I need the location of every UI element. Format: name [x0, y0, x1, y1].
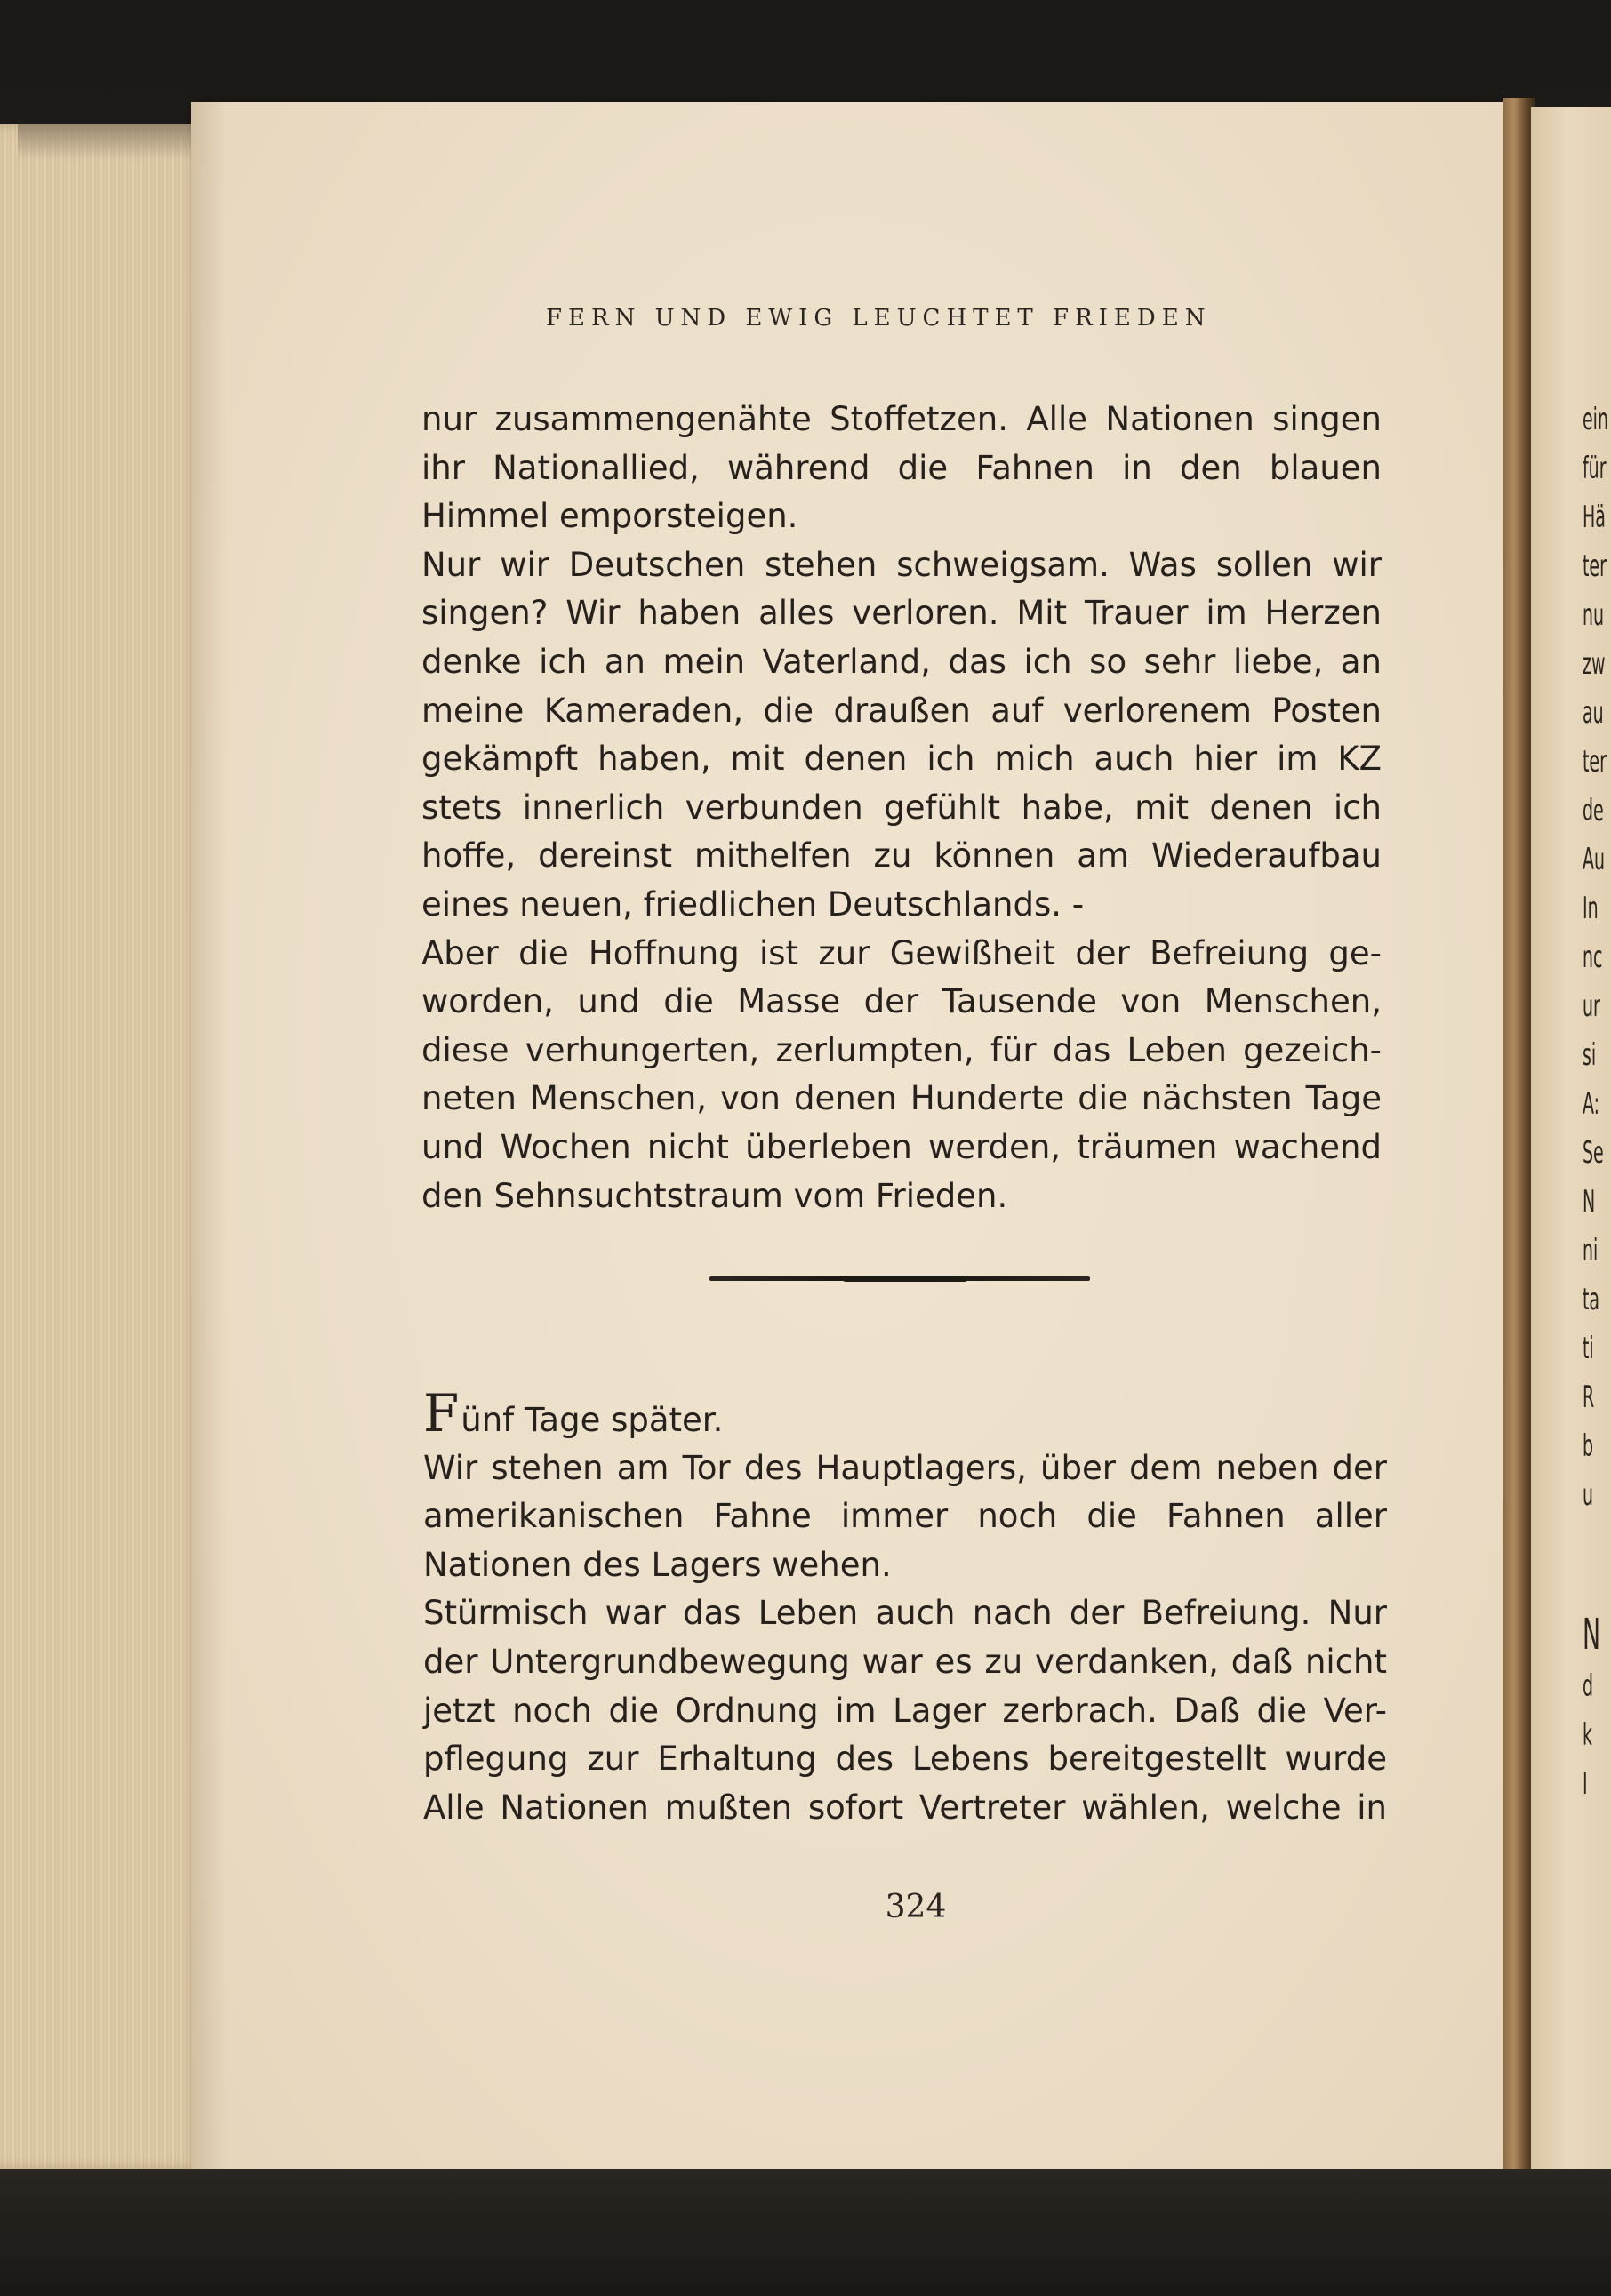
text-line: jetzt noch die Ordnung im Lager zerbrach. Daß die Ver-: [423, 1691, 1387, 1730]
facing-page-fragment: Hä: [1583, 500, 1606, 535]
text-line: diese verhungerten, zerlumpten, für das Leben gezeich-: [421, 1030, 1382, 1069]
text-line: stets innerlich verbunden gefühlt habe, mit denen ich: [421, 788, 1382, 827]
facing-page-fragment: Se: [1583, 1135, 1604, 1171]
page-edges: [0, 124, 204, 2169]
text-line: meine Kameraden, die draußen auf verlorenem Posten: [421, 691, 1382, 730]
facing-page-fragment: si: [1583, 1037, 1597, 1073]
facing-page-fragment: ter: [1583, 744, 1607, 780]
text-line: amerikanischen Fahne immer noch die Fahnen aller: [423, 1497, 1387, 1536]
facing-page-fragment: u: [1583, 1477, 1594, 1513]
running-head: FERN UND EWIG LEUCHTET FRIEDEN: [546, 305, 1212, 332]
text-line: hoffe, dereinst mithelfen zu können am Wiederaufbau: [421, 836, 1382, 876]
text-line: Wir stehen am Tor des Hauptlagers, über dem neben der: [423, 1448, 1387, 1487]
facing-page-fragment: N: [1583, 1610, 1601, 1660]
section-divider-rule: [709, 1276, 1090, 1281]
text-line: Nationen des Lagers wehen.: [423, 1545, 892, 1584]
section-opening-line: [423, 1383, 1387, 1444]
facing-page-fragment: au: [1583, 695, 1604, 731]
facing-page-fragment: d: [1583, 1668, 1594, 1704]
facing-page-fragment: de: [1583, 793, 1604, 828]
facing-page-fragment: I: [1583, 1766, 1588, 1802]
second-section-text: [423, 1383, 1387, 1832]
facing-page-fragment: ein: [1583, 402, 1608, 437]
text-line: eines neuen, friedlichen Deutschlands. -: [421, 884, 1085, 924]
facing-page-fragment: ta: [1583, 1282, 1600, 1317]
page-edges-shadow: [18, 124, 204, 160]
facing-page-fragment: ur: [1583, 988, 1600, 1024]
facing-page-fragment: ni: [1583, 1233, 1599, 1268]
text-line: der Untergrundbewegung war es zu verdanken, daß nicht: [423, 1642, 1387, 1681]
background-bottom: [0, 2169, 1611, 2296]
facing-page-fragment: ti: [1583, 1331, 1594, 1366]
facing-page-fragment: ter: [1583, 548, 1607, 584]
page-number: 324: [885, 1889, 947, 1925]
facing-page-fragment: In: [1583, 891, 1599, 926]
text-line: denke ich an mein Vaterland, das ich so sehr liebe, an: [421, 642, 1382, 681]
text-line: pflegung zur Erhaltung des Lebens bereitgestellt wurde: [423, 1740, 1387, 1779]
text-line: Stürmisch war das Leben auch nach der Befreiung. Nur: [423, 1594, 1387, 1633]
text-line: nur zusammengenähte Stoffetzen. Alle Nationen singen: [421, 400, 1382, 438]
text-line: den Sehnsuchtstraum vom Frieden.: [421, 1176, 1008, 1215]
text-line: ihr Nationallied, während die Fahnen in den blauen: [421, 448, 1382, 487]
text-line: gekämpft haben, mit denen ich mich auch hier im KZ: [421, 740, 1382, 779]
facing-page-edge: [1531, 107, 1611, 2169]
facing-page-fragment: Au: [1583, 842, 1605, 877]
initial-letter: F: [423, 1383, 460, 1444]
facing-page-fragment: A:: [1583, 1086, 1599, 1122]
facing-page-fragment: nc: [1583, 940, 1603, 975]
text-line: singen? Wir haben alles verloren. Mit Trauer im Herzen: [421, 594, 1382, 633]
text-line: worden, und die Masse der Tausende von Menschen,: [421, 982, 1382, 1021]
facing-page-fragment: zw: [1583, 646, 1606, 682]
facing-page-fragment: für: [1583, 451, 1607, 486]
text-line: Aber die Hoffnung ist zur Gewißheit der Befreiung ge-: [421, 933, 1382, 972]
text-line: Himmel emporsteigen.: [421, 497, 798, 536]
facing-page-fragment: nu: [1583, 597, 1605, 633]
text-line: neten Menschen, von denen Hunderte die nächsten Tage: [421, 1079, 1382, 1118]
text-line: Alle Nationen mußten sofort Vertreter wählen, welche in: [423, 1788, 1387, 1827]
facing-page-fragment: R: [1583, 1380, 1595, 1415]
book-gutter: [1503, 98, 1535, 2173]
text-line: und Wochen nicht überleben werden, träumen wachend: [421, 1127, 1382, 1166]
facing-page-fragment: b: [1583, 1428, 1594, 1464]
main-text-block: [421, 396, 1382, 1220]
facing-page-fragment: N: [1583, 1184, 1596, 1220]
text-line: Nur wir Deutschen stehen schweigsam. Was sollen wir: [421, 545, 1382, 584]
facing-page-fragment: k: [1583, 1717, 1592, 1753]
opening-text: ünf Tage später.: [461, 1401, 724, 1439]
